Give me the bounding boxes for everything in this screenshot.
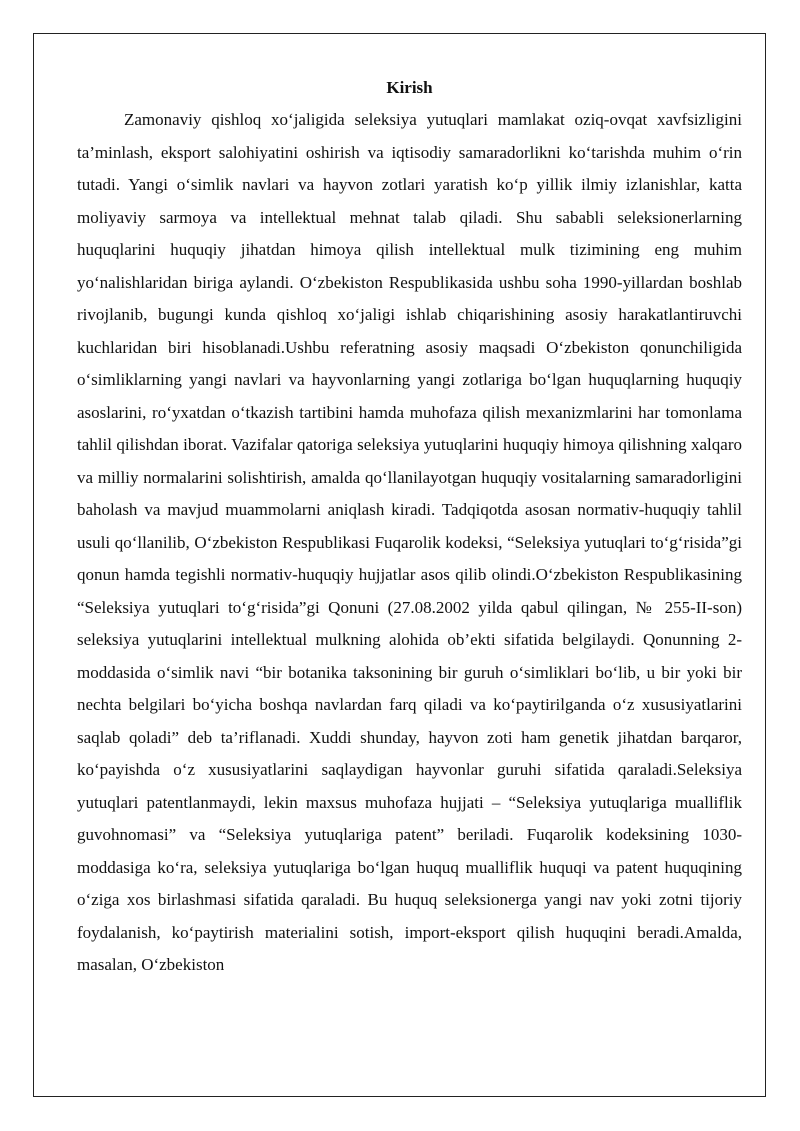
document-title: Kirish bbox=[386, 78, 433, 97]
body-paragraph: Zamonaviy qishloq xo‘jaligida seleksiya yutuqlari mamlakat oziq-ovqat xavfsizligini ta’minlash, eksport salohiyatini oshirish va iqtisodiy samaradorlikni ko‘tarishda muhim o‘rin tutadi. Yangi o‘simlik navlari va hayvon zotlari yaratish ko‘p yillik ilmiy izlanishlar, katta moliyaviy sarmoya va intellektual mehnat talab qiladi. Shu sababli seleksionerlarning huquqlarini huquqiy jihatdan himoya qilish intellektual mulk tizimining eng muhim yo‘nalishlaridan biriga aylandi. O‘zbekiston Respublikasida ushbu soha 1990-yillardan boshlab rivojlanib, bugungi kunda qishloq xo‘jaligi ishlab chiqarishining asosiy harakatlantiruvchi kuchlaridan biri hisoblanadi.Ushbu referatning asosiy maqsadi O‘zbekiston qonunchiligida o‘simliklarning yangi navlari va hayvonlarning yangi zotlariga bo‘lgan huquqlarning huquqiy asoslarini, ro‘yxatdan o‘tkazish tartibini hamda muhofaza qilish mexanizmlarini har tomonlama tahlil qilishdan iborat. Vazifalar qatoriga seleksiya yutuqlarini huquqiy himoya qilishning xalqaro va milliy normalarini solishtirish, amalda qo‘llanilayotgan huquqiy vositalarning samaradorligini baholash va mavjud muammolarni aniqlash kiradi. Tadqiqotda asosan normativ-huquqiy tahlil usuli qo‘llanilib, O‘zbekiston Respublikasi Fuqarolik kodeksi, “Seleksiya yutuqlari to‘g‘risida”gi qonun hamda tegishli normativ-huquqiy hujjatlar asos qilib olindi.O‘zbekiston Respublikasining “Seleksiya yutuqlari to‘g‘risida”gi Qonuni (27.08.2002 yilda qabul qilingan, № 255-II-son) seleksiya yutuqlarini intellektual mulkning alohida ob’ekti sifatida belgilaydi. Qonunning 2-moddasida o‘simlik navi “bir botanika taksonining bir guruh o‘simliklari bo‘lib, u bir yoki bir nechta belgilari bo‘yicha boshqa navlardan farq qiladi va ko‘paytirilganda o‘z xususiyatlarini saqlab qoladi” deb ta’riflanadi. Xuddi shunday, hayvon zoti ham genetik jihatdan barqaror, ko‘payishda o‘z xususiyatlarini saqlaydigan hayvonlar guruhi sifatida qaraladi.Seleksiya yutuqlari patentlanmaydi, lekin maxsus muhofaza hujjati – “Seleksiya yutuqlariga mualliflik guvohnomasi” va “Seleksiya yutuqlariga patent” beriladi. Fuqarolik kodeksining 1030-moddasiga ko‘ra, seleksiya yutuqlariga bo‘lgan huquq mualliflik huquqi va patent huquqining o‘ziga xos birlashmasi sifatida qaraladi. Bu huquq seleksionerga yangi nav yoki zotni tijoriy foydalanish, ko‘paytirish materialini sotish, import-eksport qilish huquqini beradi.Amalda, masalan, O‘zbekiston bbox=[77, 110, 742, 974]
document-content bbox=[77, 72, 742, 982]
